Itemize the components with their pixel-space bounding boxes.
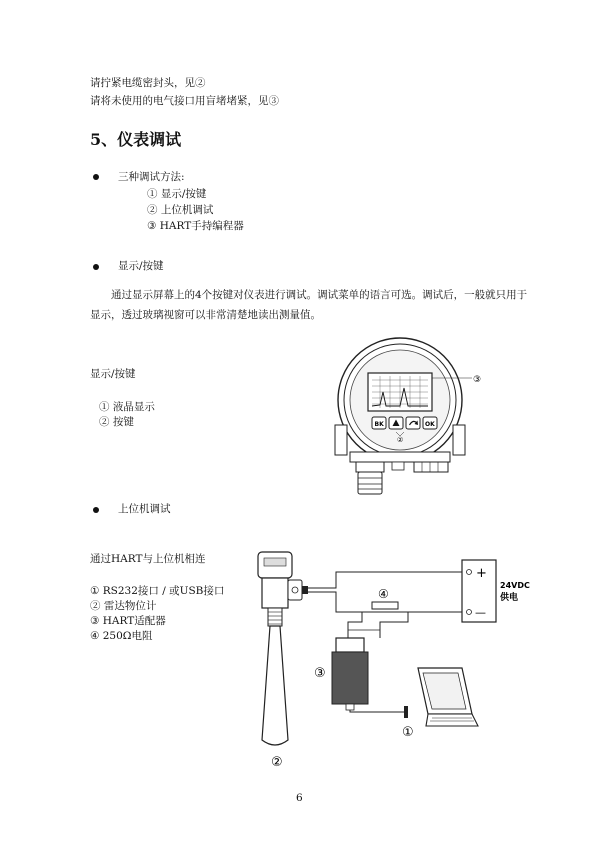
psu-supply-label: 供电 — [500, 593, 519, 603]
hart-wiring-diagram — [240, 540, 560, 775]
display-module-figure — [330, 330, 490, 505]
host-heading: 上位机调试 — [118, 503, 171, 515]
horn-antenna-icon — [262, 626, 288, 745]
bullet-icon — [93, 174, 99, 180]
radar-label: ② — [271, 755, 283, 770]
switch-button[interactable] — [406, 417, 420, 429]
host-caption-item-3: ③ HART适配器 — [90, 615, 166, 627]
host-caption-item-2: ② 雷达物位计 — [90, 600, 157, 612]
plus-terminal-label: + — [476, 566, 487, 581]
method-item-3: ③ HART手持编程器 — [147, 220, 244, 232]
lcd-label: ③ — [473, 375, 482, 385]
display-caption-item-2: ② 按键 — [99, 416, 134, 428]
method-item-1: ① 显示/按键 — [147, 188, 207, 200]
bullet-icon — [93, 507, 99, 513]
display-paragraph: 通过显示屏幕上的4个按键对仪表进行调试。调试菜单的语言可选。调试后，一般就只用于显示，透过玻璃视窗可以非常清楚地读出测量值。 — [90, 289, 528, 321]
blind-plug-icon — [414, 462, 448, 472]
keys-label: ② — [397, 436, 404, 444]
display-heading: 显示/按键 — [118, 260, 164, 272]
top-line-1: 请拧紧电缆密封头，见② — [90, 77, 206, 89]
psu-voltage-label: 24VDC — [500, 581, 530, 590]
rs232-connector-icon — [404, 706, 408, 718]
resistor-icon — [372, 602, 398, 609]
port-label: ① — [402, 725, 414, 740]
cable-gland-icon — [358, 472, 382, 494]
adapter-label: ③ — [314, 666, 326, 681]
top-line-2: 请将未使用的电气接口用盲堵堵紧，见③ — [90, 95, 279, 107]
host-caption-title: 通过HART与上位机相连 — [90, 553, 206, 565]
method-item-2: ② 上位机调试 — [147, 204, 214, 216]
display-caption-title: 显示/按键 — [90, 368, 136, 380]
bullet-icon — [93, 264, 99, 270]
section-title: 5、仪表调试 — [90, 130, 182, 149]
ok-button-label: OK — [425, 421, 435, 428]
resistor-label: ④ — [378, 587, 389, 601]
page-number: 6 — [296, 792, 303, 804]
display-caption-item-1: ① 液晶显示 — [99, 401, 155, 413]
hart-adapter-icon — [332, 652, 368, 704]
host-caption-item-4: ④ 250Ω电阻 — [90, 630, 153, 642]
methods-heading: 三种调试方法: — [118, 171, 185, 183]
minus-terminal-label: — — [475, 606, 486, 619]
bk-button-label: BK — [374, 421, 384, 428]
host-caption-item-1: ① RS232接口 / 或USB接口 — [90, 585, 225, 597]
